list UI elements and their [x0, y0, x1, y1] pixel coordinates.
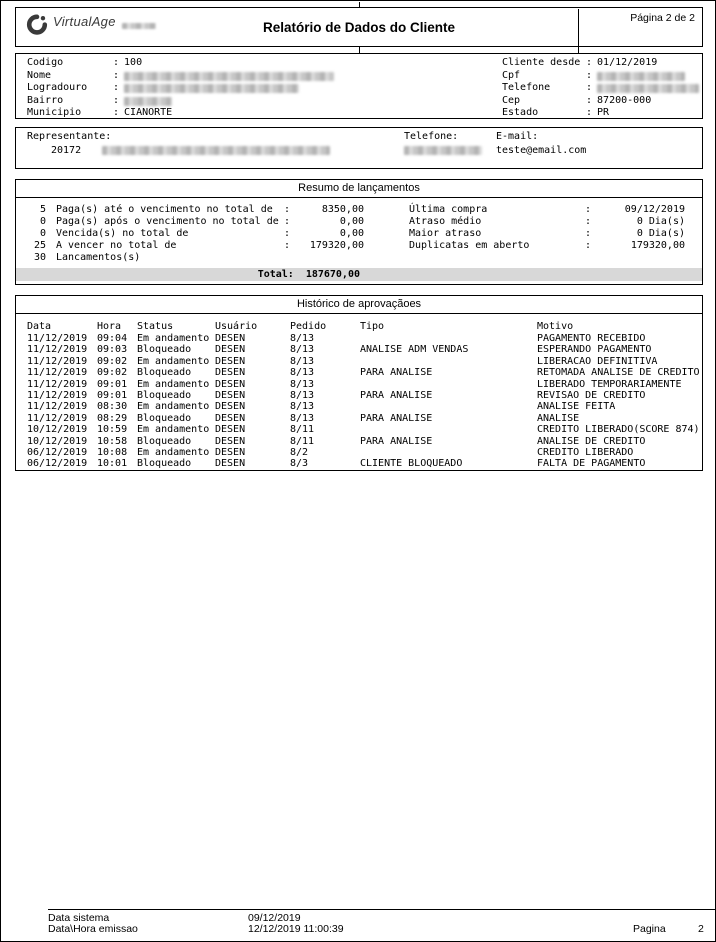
footer-divider [48, 909, 715, 910]
cell-tipo: PARA ANALISE [360, 390, 433, 402]
summary-section [15, 179, 703, 285]
field-logradouro-redacted [124, 84, 299, 93]
footer-emissao-label: Data\Hora emissao [48, 923, 138, 935]
cell-usuario: DESEN [215, 435, 246, 447]
history-row [27, 344, 704, 355]
cell-usuario: DESEN [215, 333, 246, 344]
cell-motivo: CREDITO LIBERADO [537, 447, 634, 459]
field-codigo-value: 100 [124, 57, 143, 68]
field-bairro-redacted [124, 97, 172, 106]
cell-data: 06/12/2019 [27, 458, 88, 470]
history-row [27, 367, 704, 378]
field-cpf: Cpf : [502, 70, 699, 83]
cell-motivo: FALTA DE PAGAMENTO [537, 458, 646, 470]
cell-hora: 09:01 [97, 378, 128, 390]
summary-row: 30 Lancamentos(s) [33, 252, 141, 263]
cell-tipo [360, 333, 537, 344]
field-nome-redacted [124, 72, 334, 81]
cell-status: Em andamento [137, 355, 210, 367]
history-header-row [27, 321, 704, 333]
cell-status: Em andamento [137, 447, 210, 459]
cell-status: Bloqueado [137, 412, 192, 424]
summary-left-rows [22, 204, 364, 264]
cell-data: 11/12/2019 [27, 355, 88, 367]
history-row [27, 333, 704, 344]
field-cpf-redacted [597, 72, 685, 81]
col-header-motivo: Motivo [537, 321, 574, 332]
cell-hora: 09:02 [97, 367, 128, 379]
cell-tipo [360, 379, 537, 390]
cell-pedido: 8/13 [290, 412, 315, 424]
cell-data: 11/12/2019 [27, 412, 88, 424]
cell-pedido: 8/3 [290, 458, 309, 470]
cell-status: Em andamento [137, 333, 210, 344]
cell-pedido: 8/11 [290, 424, 315, 436]
field-cliente-desde: Cliente desde : 01/12/2019 [502, 57, 658, 68]
col-header-status: Status [137, 321, 174, 332]
cell-tipo: PARA ANALISE [360, 412, 433, 424]
history-row [27, 458, 704, 469]
client-data-section [15, 53, 703, 119]
cell-motivo: ANALISE [537, 412, 580, 424]
cell-pedido: 8/13 [290, 333, 315, 344]
cell-data: 11/12/2019 [27, 367, 88, 379]
history-table [27, 321, 704, 470]
history-row [27, 379, 704, 390]
cell-motivo: CREDITO LIBERADO(SCORE 874) [537, 424, 700, 436]
cell-motivo: PAGAMENTO RECEBIDO [537, 333, 646, 344]
page-title: Relatório de Dados do Cliente [262, 20, 456, 35]
field-municipio-value: CIANORTE [124, 107, 173, 119]
cell-usuario: DESEN [215, 447, 246, 459]
field-municipio: Municipio : CIANORTE [27, 107, 173, 119]
total-value: 187670,00 [305, 269, 360, 280]
cell-data: 10/12/2019 [27, 424, 88, 436]
summary-row: Atraso médio : 0 Dia(s) [409, 216, 685, 227]
history-row [27, 413, 704, 424]
cell-tipo: CLIENTE BLOQUEADO [360, 458, 463, 470]
cell-pedido: 8/13 [290, 355, 315, 367]
history-title: Histórico de aprovaçãoes [16, 296, 702, 314]
footer-page-number: 2 [698, 923, 704, 935]
cell-hora: 09:02 [97, 355, 128, 367]
footer-data-sistema-label: Data sistema [48, 912, 110, 924]
cell-motivo: ANALISE FEITA [537, 401, 616, 413]
cell-hora: 10:58 [97, 435, 128, 447]
history-row [27, 424, 704, 435]
cell-usuario: DESEN [215, 412, 246, 424]
field-cep-value: 87200-000 [597, 94, 652, 106]
cell-usuario: DESEN [215, 355, 246, 367]
field-telefone-redacted [597, 84, 699, 93]
col-header-hora: Hora [97, 321, 122, 332]
cell-hora: 08:29 [97, 412, 128, 424]
representante-label: Representante: [27, 131, 112, 142]
cell-data: 11/12/2019 [27, 401, 88, 413]
summary-row: Duplicatas em aberto : 179320,00 [409, 240, 685, 251]
history-row [27, 356, 704, 367]
summary-row: Última compra : 09/12/2019 [409, 204, 685, 215]
cell-hora: 09:04 [97, 333, 128, 344]
representative-section [15, 127, 703, 169]
cell-usuario: DESEN [215, 367, 246, 379]
client-fields-right [502, 57, 699, 120]
cell-data: 06/12/2019 [27, 447, 88, 459]
cell-motivo: LIBERADO TEMPORARIAMENTE [537, 378, 682, 390]
cell-pedido: 8/13 [290, 390, 315, 402]
cell-data: 11/12/2019 [27, 333, 88, 344]
summary-row: 25 A vencer no total de : 179320,00 [33, 240, 364, 251]
cell-pedido: 8/13 [290, 401, 315, 413]
cell-pedido: 8/13 [290, 378, 315, 390]
cell-hora: 08:30 [97, 401, 128, 413]
cell-status: Bloqueado [137, 435, 192, 447]
cell-status: Em andamento [137, 378, 210, 390]
cell-usuario: DESEN [215, 378, 246, 390]
cell-tipo [360, 356, 537, 367]
logo-text: VirtualAge [53, 14, 116, 29]
cell-pedido: 8/2 [290, 447, 309, 459]
cell-tipo [360, 447, 537, 458]
cell-status: Bloqueado [137, 390, 192, 402]
summary-row: Maior atraso : 0 Dia(s) [409, 228, 685, 239]
cell-status: Em andamento [137, 424, 210, 436]
cell-data: 11/12/2019 [27, 344, 88, 356]
rep-email-label: E-mail: [496, 131, 539, 142]
rep-email-value: teste@email.com [496, 145, 587, 156]
col-header-pedido: Pedido [290, 321, 327, 332]
page-indicator: Página 2 de 2 [630, 12, 695, 24]
field-bairro: Bairro : [27, 95, 334, 108]
cell-usuario: DESEN [215, 390, 246, 402]
field-cliente-desde-value: 01/12/2019 [597, 57, 658, 68]
representante-name-redacted [102, 146, 330, 155]
representante-code: 20172 [51, 145, 82, 156]
cell-hora: 09:03 [97, 344, 128, 356]
summary-right-rows [409, 204, 685, 252]
rep-telefone-redacted [404, 146, 482, 155]
field-logradouro: Logradouro : [27, 82, 334, 95]
cell-status: Bloqueado [137, 367, 192, 379]
client-fields-left [27, 57, 334, 120]
cell-tipo: PARA ANALISE [360, 367, 433, 379]
cell-tipo: ANALISE ADM VENDAS [360, 344, 469, 356]
col-header-tipo: Tipo [360, 321, 385, 332]
col-header-data: Data [27, 321, 52, 332]
cell-motivo: RETOMADA ANALISE DE CREDITO [537, 367, 700, 379]
footer-data-sistema-value: 09/12/2019 [248, 912, 301, 924]
cell-status: Em andamento [137, 401, 210, 413]
summary-title: Resumo de lançamentos [16, 180, 702, 198]
cell-usuario: DESEN [215, 458, 246, 470]
cell-usuario: DESEN [215, 424, 246, 436]
cell-pedido: 8/13 [290, 367, 315, 379]
history-row [27, 390, 704, 401]
field-estado: Estado : PR [502, 107, 610, 119]
cell-tipo: PARA ANALISE [360, 435, 433, 447]
cell-pedido: 8/13 [290, 344, 315, 356]
summary-total-bar [16, 268, 702, 281]
cell-motivo: REVISAO DE CREDITO [537, 390, 646, 402]
cell-tipo [360, 401, 537, 412]
cell-hora: 10:01 [97, 458, 128, 470]
cell-usuario: DESEN [215, 344, 246, 356]
total-label: Total: [257, 269, 294, 280]
rep-telefone-label: Telefone: [404, 131, 459, 142]
field-cep: Cep : 87200-000 [502, 94, 652, 106]
history-row [27, 447, 704, 458]
cell-data: 11/12/2019 [27, 390, 88, 402]
footer-emissao-value: 12/12/2019 11:00:39 [248, 923, 344, 935]
footer-page-label: Pagina [633, 923, 666, 935]
cell-tipo [360, 424, 537, 435]
field-nome: Nome : [27, 70, 334, 83]
history-row [27, 436, 704, 447]
cell-status: Bloqueado [137, 458, 192, 470]
col-header-usuario: Usuário [215, 321, 258, 332]
summary-row: 0 Vencida(s) no total de : 0,00 [39, 228, 364, 239]
cell-data: 10/12/2019 [27, 435, 88, 447]
cell-usuario: DESEN [215, 401, 246, 413]
cell-data: 11/12/2019 [27, 378, 88, 390]
history-row [27, 401, 704, 412]
cell-hora: 10:59 [97, 424, 128, 436]
field-estado-value: PR [597, 107, 610, 119]
cell-status: Bloqueado [137, 344, 192, 356]
cell-motivo: LIBERACAO DEFINITIVA [537, 355, 658, 367]
summary-row: 5 Paga(s) até o vencimento no total de : 8350,00 [39, 204, 364, 215]
cell-motivo: ESPERANDO PAGAMENTO [537, 344, 652, 356]
cell-pedido: 8/11 [290, 435, 315, 447]
summary-row: 0 Paga(s) após o vencimento no total de : 0,00 [39, 216, 364, 227]
field-telefone: Telefone : [502, 82, 699, 95]
cell-hora: 10:08 [97, 447, 128, 459]
report-header [15, 7, 703, 47]
cell-hora: 09:01 [97, 390, 128, 402]
field-codigo: Codigo : 100 [27, 57, 143, 68]
approval-history-section [15, 295, 703, 471]
cell-motivo: ANALISE DE CREDITO [537, 435, 646, 447]
